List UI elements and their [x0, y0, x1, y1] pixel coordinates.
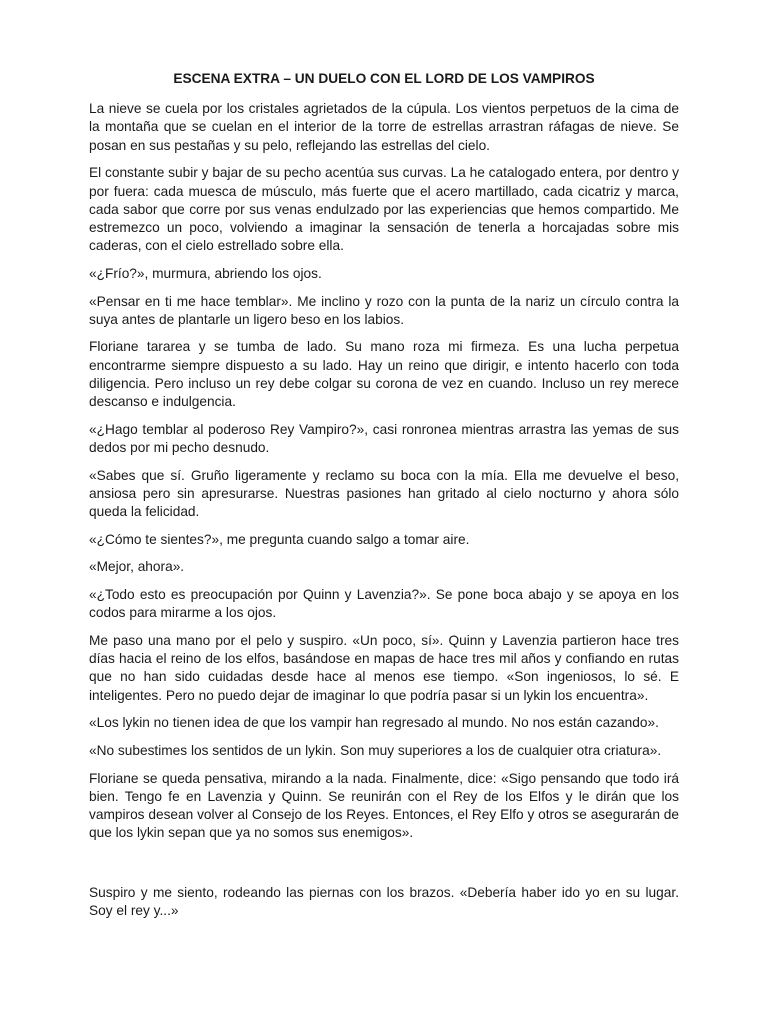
paragraph: Me paso una mano por el pelo y suspiro. «Un poco, sí». Quinn y Lavenzia partieron hace tres días hacia el reino de los elfos, basándose en mapas de hace tres mil años y confiando en rutas que no han sido cuidadas desde hace al menos ese tiempo. «Son ingeniosos, lo sé. E inteligentes. Pero no puedo dejar de imaginar lo que podría pasar si un lykin los encuentra».	[89, 633, 679, 703]
document-page	[89, 70, 679, 930]
paragraph: Floriane tararea y se tumba de lado. Su mano roza mi firmeza. Es una lucha perpetua encontrarme siempre dispuesto a su lado. Hay un reino que dirigir, e intento hacerlo con toda diligencia. Pero incluso un rey debe colgar su corona de vez en cuando. Incluso un rey merece descanso e indulgencia.	[89, 339, 679, 410]
document-title: ESCENA EXTRA – UN DUELO CON EL LORD DE LOS VAMPIROS	[173, 71, 595, 86]
paragraph: «¿Frío?», murmura, abriendo los ojos.	[89, 265, 322, 281]
paragraph: «Mejor, ahora».	[89, 559, 185, 575]
paragraph: «¿Todo esto es preocupación por Quinn y Lavenzia?». Se pone boca abajo y se apoya en los codos para mirarme a los ojos.	[89, 587, 679, 621]
paragraph: «No subestimes los sentidos de un lykin. Son muy superiores a los de cualquier otra criatura».	[89, 743, 662, 759]
paragraph: El constante subir y bajar de su pecho acentúa sus curvas. La he catalogado entera, por dentro y por fuera: cada muesca de músculo, más fuerte que el acero martillado, cada cicatriz y marca, cada sabor que corre por sus venas endulzado por las experiencias que hemos compartido. Me estremezco un poco, volviendo a imaginar la sensación de tenerla a horcajadas sobre mis caderas, con el cielo estrellado sobre ella.	[89, 165, 679, 254]
paragraph: La nieve se cuela por los cristales agrietados de la cúpula. Los vientos perpetuos de la cima de la montaña que se cuelan en el interior de la torre de estrellas arrastran ráfagas de nieve. Se posan en sus pestañas y su pelo, reflejando las estrellas del cielo.	[89, 101, 679, 153]
paragraph: Suspiro y me siento, rodeando las piernas con los brazos. «Debería haber ido yo en su lugar. Soy el rey y...»	[89, 884, 679, 918]
paragraph: «¿Cómo te sientes?», me pregunta cuando salgo a tomar aire.	[89, 531, 470, 547]
paragraph: «Pensar en ti me hace temblar». Me inclino y rozo con la punta de la nariz un círculo contra la suya antes de plantarle un ligero beso en los labios.	[89, 293, 679, 327]
paragraph: «Sabes que sí. Gruño ligeramente y reclamo su boca con la mía. Ella me devuelve el beso, ansiosa pero sin apresurarse. Nuestras pasiones han gritado al cielo nocturno y ahora sólo queda la felicidad.	[89, 467, 679, 520]
paragraph: «¿Hago temblar al poderoso Rey Vampiro?», casi ronronea mientras arrastra las yemas de sus dedos por mi pecho desnudo.	[89, 421, 679, 455]
paragraph: «Los lykin no tienen idea de que los vampir han regresado al mundo. No nos están cazando».	[89, 715, 659, 731]
paragraph: Floriane se queda pensativa, mirando a la nada. Finalmente, dice: «Sigo pensando que todo irá bien. Tengo fe en Lavenzia y Quinn. Se reunirán con el Rey de los Elfos y le dirán que los vampiros desean volver al Consejo de los Reyes. Entonces, el Rey Elfo y otros se asegurarán de que los lykin sepan que ya no somos sus enemigos».	[89, 770, 679, 841]
